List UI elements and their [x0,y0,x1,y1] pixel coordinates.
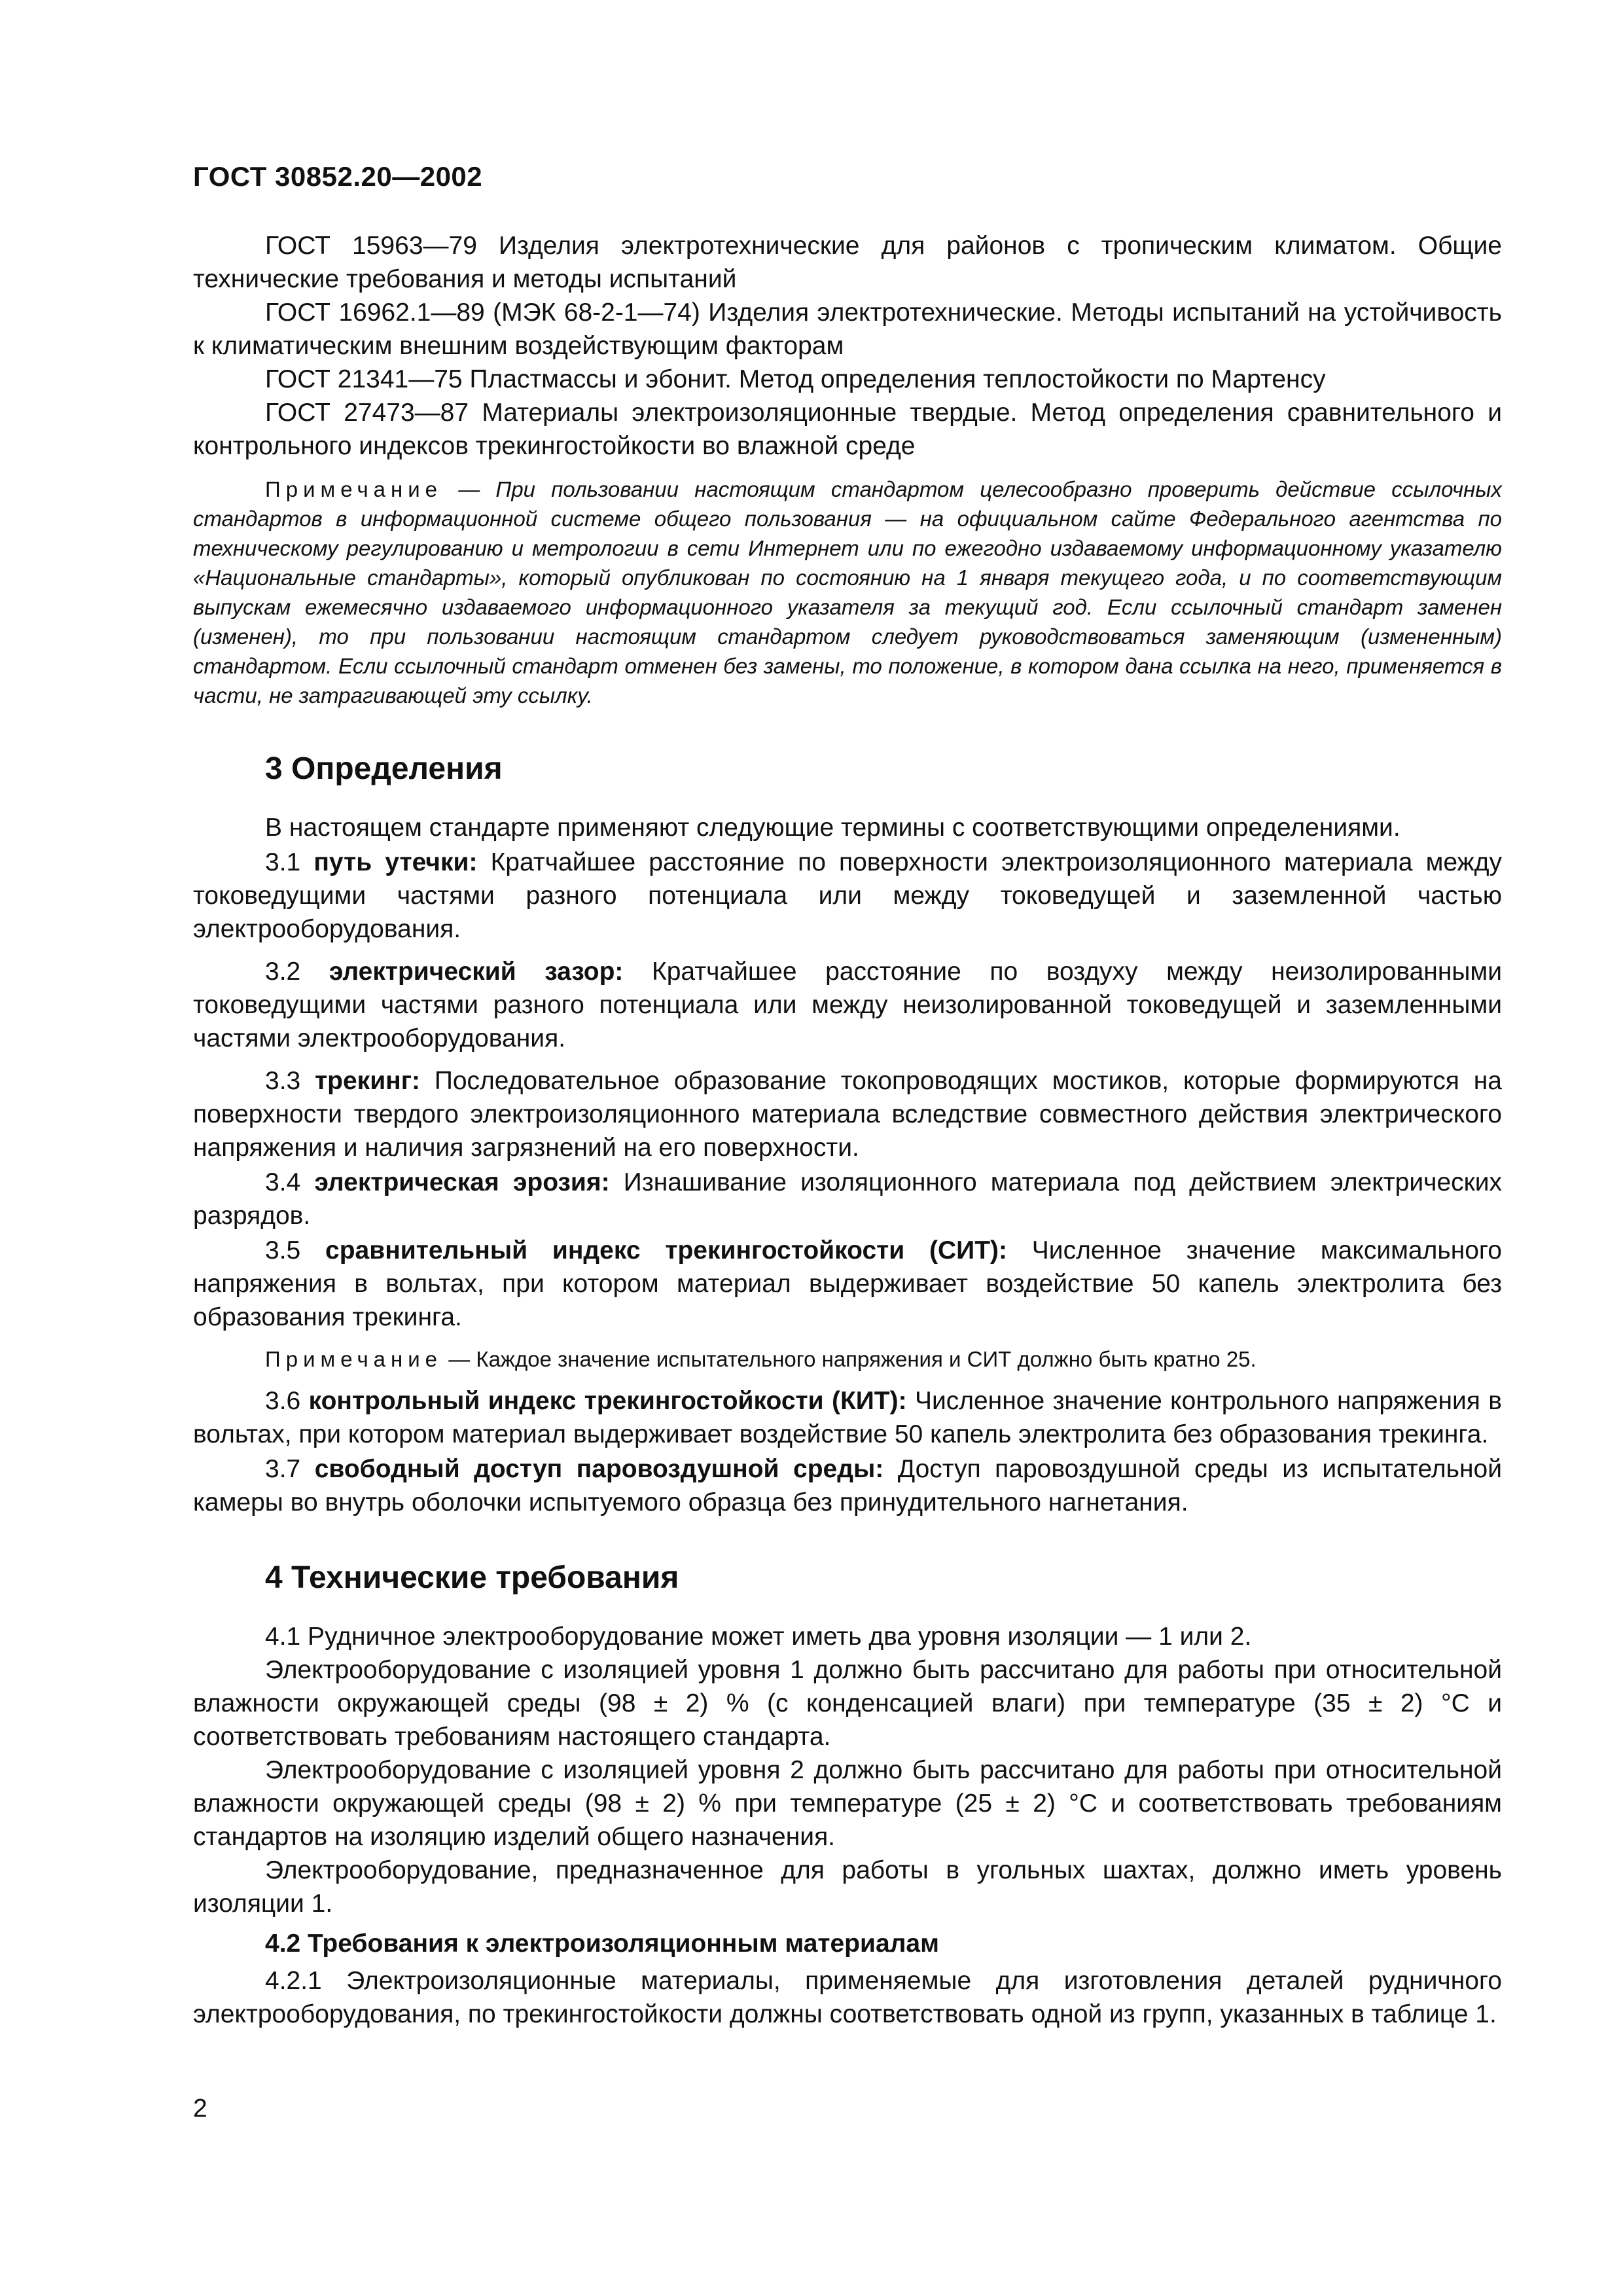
definition-number: 3.3 [265,1067,301,1095]
definition-item [193,955,1502,1055]
definition-number: 3.6 [265,1387,301,1415]
page-number: 2 [193,2094,207,2123]
definition-number: 3.1 [265,848,301,876]
definition-item [193,1234,1502,1334]
note-text: — Каждое значение испытательного напряжения и СИТ должно быть кратно 25. [448,1347,1257,1371]
reference-title: Изделия электротехнические для районов с тропическим климатом. Общие технические требования и методы испытаний [193,232,1502,293]
definition-text: Кратчайшее расстояние по воздуху между неизолированными токоведущими частями разного потенциала или между неизолированной токоведущей и заземленными частями электрооборудования. [193,958,1502,1052]
definition-term: электрический зазор: [329,958,624,986]
definition-term: сравнительный индекс трекингостойкости (СИТ): [325,1236,1007,1265]
reference-item [193,396,1502,463]
definition-text: Кратчайшее расстояние по поверхности электроизоляционного материала между токоведущими частями разного потенциала или между токоведущей и заземленной частью электрооборудования. [193,848,1502,943]
paragraph: 4.2.1 Электроизоляционные материалы, применяемые для изготовления деталей рудничного электрооборудования, по трекингостойкости должны соответствовать одной из групп, указанных в таблице 1. [193,1967,1502,2028]
definition-number: 3.5 [265,1236,301,1265]
document-body [193,229,1502,2031]
reference-item [193,229,1502,296]
reference-item [193,296,1502,363]
definition-item [193,846,1502,946]
references-note [193,475,1502,710]
section-4-heading: 4 Технические требования [265,1560,679,1595]
reference-code: ГОСТ 21341—75 [265,365,463,393]
definition-term: контрольный индекс трекингостойкости (КИТ): [308,1387,907,1415]
paragraph: Электрооборудование с изоляцией уровня 1 должно быть рассчитано для работы при относительной влажности окружающей среды (98 ± 2) % (с конденсацией влаги) при температуре (35 ± 2) °С и соответствовать требованиям настоящего стандарта. [193,1656,1502,1751]
paragraph: Электрооборудование с изоляцией уровня 2 должно быть рассчитано для работы при относительной влажности окружающей среды (98 ± 2) % при температуре (25 ± 2) °С и соответствовать требованиям стандартов на изоляцию изделий общего назначения. [193,1756,1502,1851]
definition-term: электрическая эрозия: [314,1168,610,1196]
definition-term: свободный доступ паровоздушной среды: [314,1455,884,1483]
note-label: Примечание [265,1347,443,1371]
definition-text: Последовательное образование токопроводящих мостиков, которые формируются на поверхности твердого электроизоляционного материала вследствие совместного действия электрического напряжения и наличия загрязнений на его поверхности. [193,1067,1502,1162]
subsection-heading: 4.2 Требования к электроизоляционным материалам [265,1929,939,1958]
definition-term: путь утечки: [313,848,478,876]
reference-code: ГОСТ 16962.1—89 (МЭК 68-2-1—74) [265,298,700,327]
definition-number: 3.7 [265,1455,301,1483]
paragraph: 4.1 Рудничное электрооборудование может иметь два уровня изоляции — 1 или 2. [265,1623,1252,1651]
definition-item [193,1452,1502,1519]
definition-number: 3.2 [265,958,301,986]
definition-item [193,1384,1502,1451]
definition-term: трекинг: [315,1067,420,1095]
note-label: Примечание [265,477,443,501]
definition-text: Численное значение максимального напряжения в вольтах, при котором материал выдерживает воздействие 50 капель электролита без образования трекинга. [193,1236,1502,1331]
definition-text: Доступ паровоздушной среды из испытательной камеры во внутрь оболочки испытуемого образца без принудительного нагнетания. [193,1455,1502,1516]
section-3-heading: 3 Определения [265,751,503,786]
reference-title: Пластмассы и эбонит. Метод определения теплостойкости по Мартенсу [469,365,1326,393]
definition-item [193,1064,1502,1164]
definition-text: Изнашивание изоляционного материала под действием электрических разрядов. [193,1168,1502,1230]
definition-text: Численное значение контрольного напряжения в вольтах, при котором материал выдерживает воздействие 50 капель электролита без образования трекинга. [193,1387,1502,1448]
reference-title: Изделия электротехнические. Методы испытаний на устойчивость к климатическим внешним воздействующим факторам [193,298,1502,360]
paragraph: Электрооборудование, предназначенное для работы в угольных шахтах, должно иметь уровень изоляции 1. [193,1856,1502,1918]
definition-number: 3.4 [265,1168,301,1196]
definitions-note [193,1344,1502,1374]
definition-item [193,1166,1502,1232]
reference-code: ГОСТ 27473—87 [265,399,469,427]
section-3-intro: В настоящем стандарте применяют следующие термины с соответствующими определениями. [265,814,1400,842]
reference-item [193,363,1502,396]
document-code: ГОСТ 30852.20—2002 [193,161,483,192]
reference-title: Материалы электроизоляционные твердые. Метод определения сравнительного и контрольного индексов трекингостойкости во влажной среде [193,399,1502,460]
note-text: — При пользовании настоящим стандартом целесообразно проверить действие ссылочных стандартов в информационной системе общего пользования — на официальном сайте Федерального агентства по техническому регулированию и метрологии в сети Интернет или по ежегодно издаваемому информационному указателю «Национальные стандарты», который опубликован по состоянию на 1 января текущего года, и по соответствующим выпускам ежемесячно издаваемого информационного указателя за текущий год. Если ссылочный стандарт заменен (изменен), то при пользовании настоящим стандартом следует руководствоваться заменяющим (измененным) стандартом. Если ссылочный стандарт отменен без замены, то положение, в котором дана ссылка на него, применяется в части, не затрагивающей эту ссылку. [193,477,1503,708]
reference-code: ГОСТ 15963—79 [265,232,477,260]
